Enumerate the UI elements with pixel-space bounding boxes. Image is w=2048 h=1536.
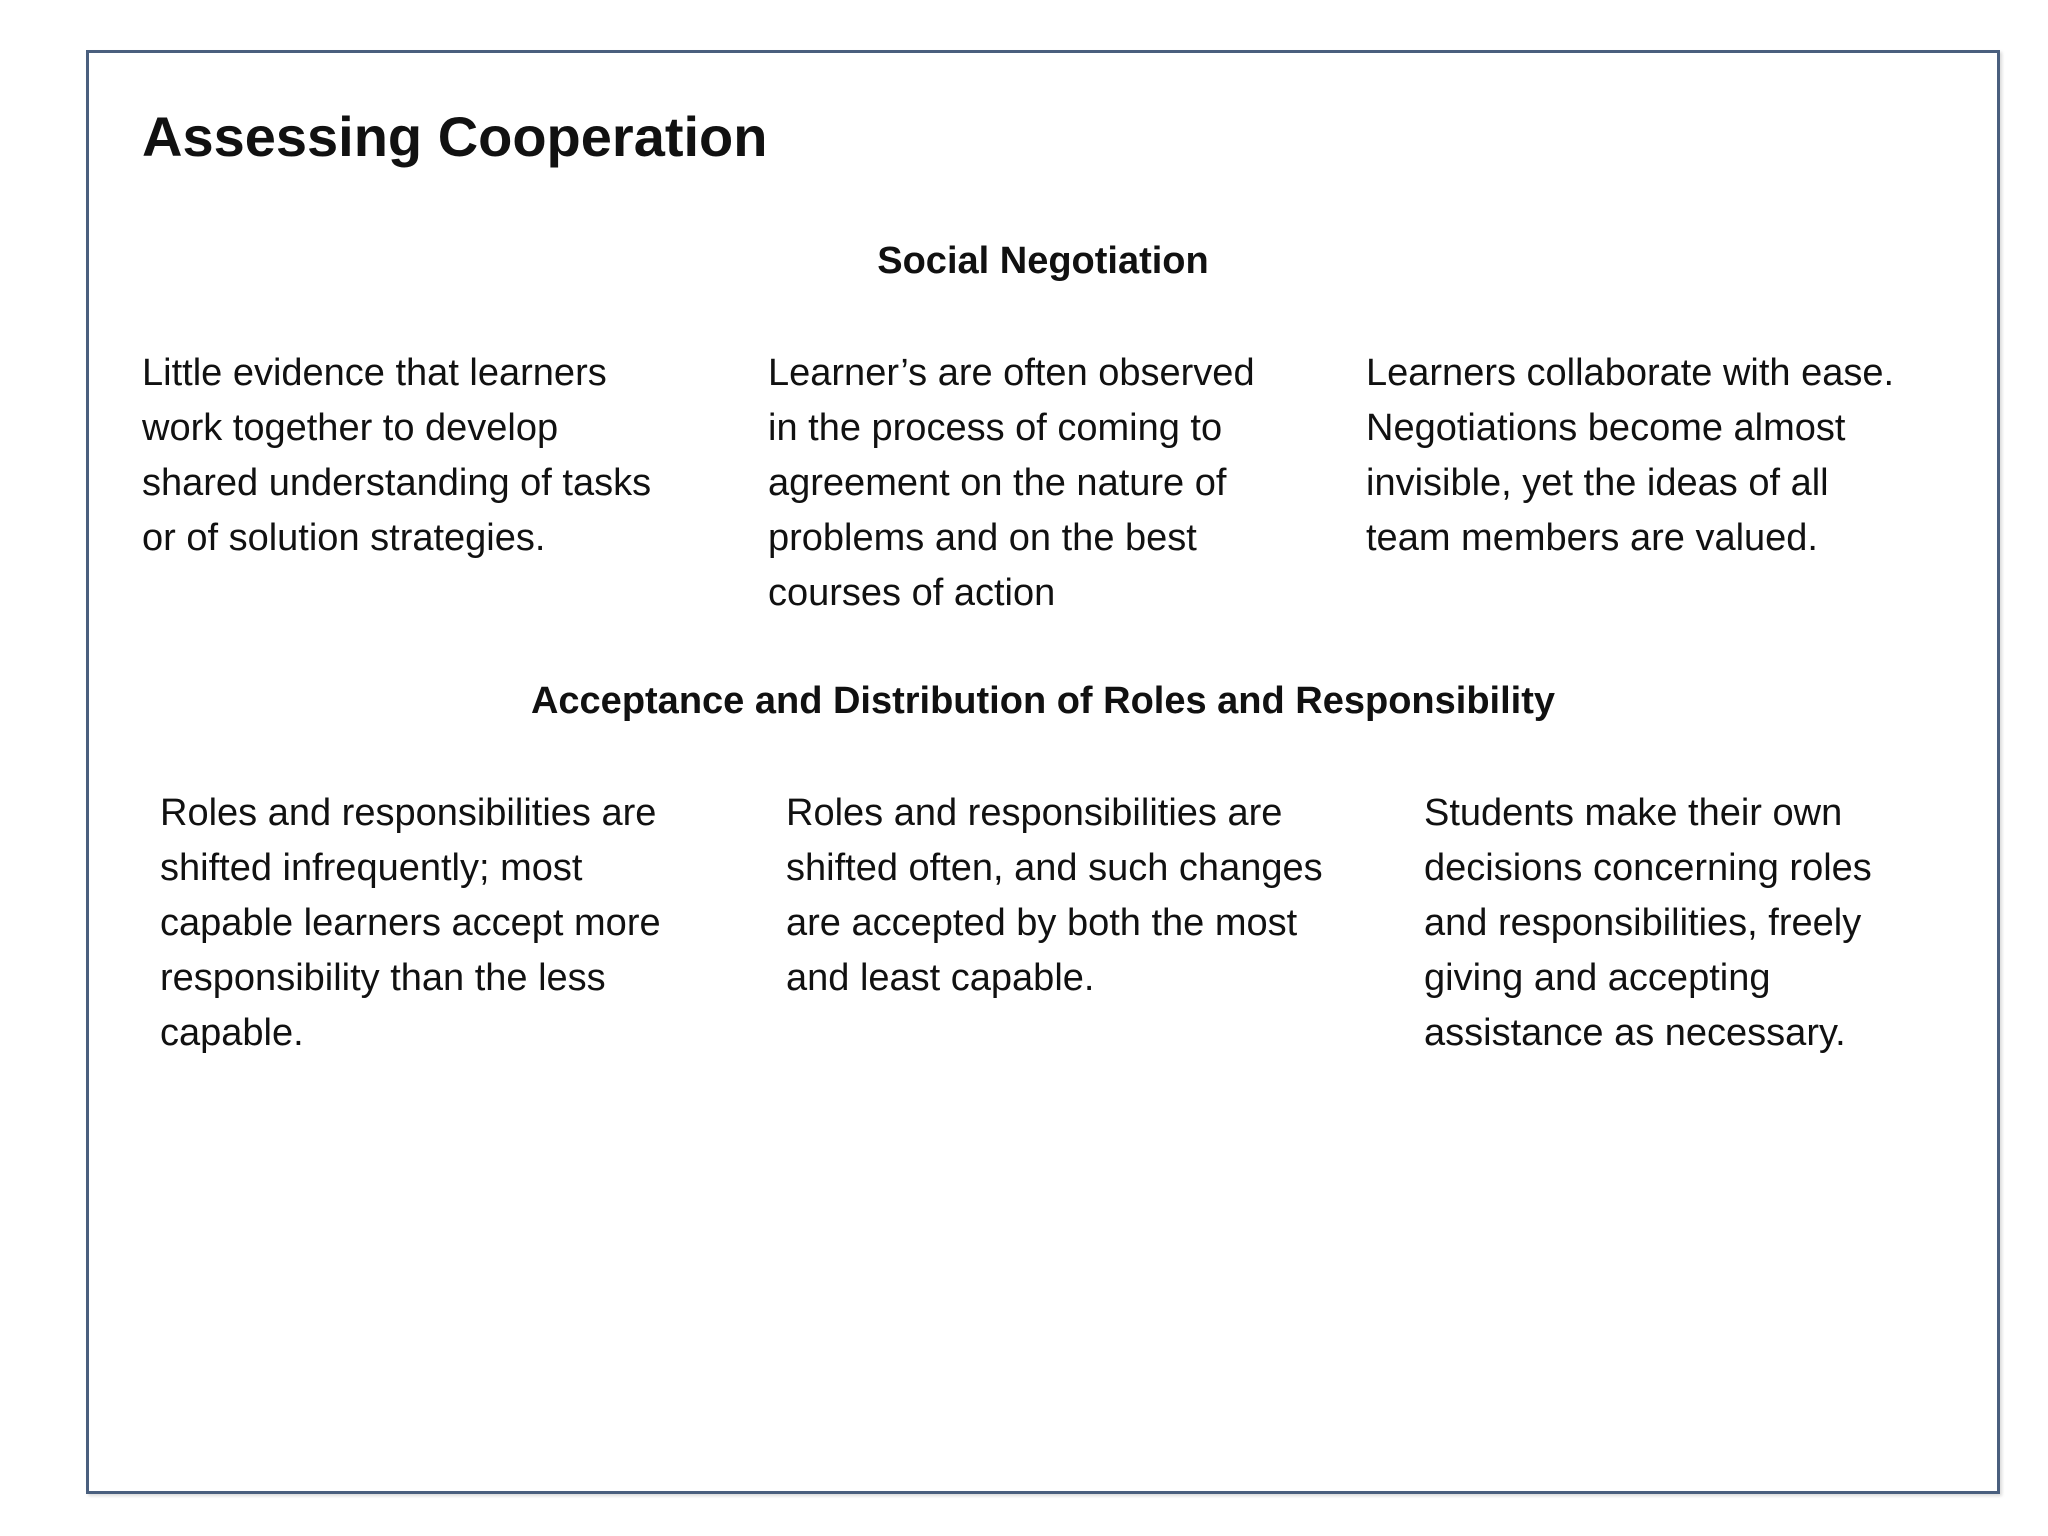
section-heading-social-negotiation: Social Negotiation (877, 240, 1209, 282)
section-heading-roles-responsibility: Acceptance and Distribution of Roles and Responsibility (530, 680, 1556, 722)
slide-title: Assessing Cooperation (142, 105, 768, 168)
social-negotiation-level-1: Little evidence that learners work together to develop shared understanding of tasks or of solution strategies. (142, 352, 652, 559)
roles-responsibility-level-2: Roles and responsibilities are shifted often, and such changes are accepted by both the most and least capable. (786, 792, 1323, 999)
roles-responsibility-level-3: Students make their own decisions concerning roles and responsibilities, freely giving and accepting assistance as necessary. (1424, 792, 1872, 1054)
social-negotiation-level-3: Learners collaborate with ease. Negotiations become almost invisible, yet the ideas of all team members are valued. (1366, 352, 1895, 559)
social-negotiation-level-2: Learner’s are often observed in the process of coming to agreement on the nature of problems and on the best courses of action (768, 352, 1255, 614)
roles-responsibility-level-1: Roles and responsibilities are shifted infrequently; most capable learners accept more responsibility than the less capable. (160, 792, 661, 1054)
